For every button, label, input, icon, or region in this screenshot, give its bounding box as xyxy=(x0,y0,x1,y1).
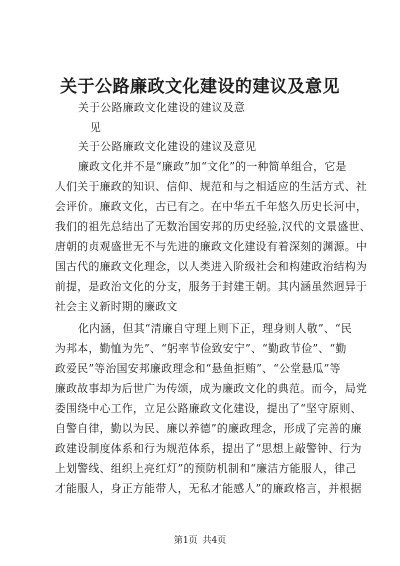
page-footer xyxy=(0,533,400,546)
subtitle-line-2: 见 xyxy=(90,121,102,134)
body-line: 人们关于廉政的知识、信仰、规范和与之相适应的生活方式、社 xyxy=(55,180,368,193)
document-title: 关于公路廉政文化建设的建议及意见 xyxy=(60,77,340,97)
body-line: 政建设制度体系和行为规范体系，提出了“思想上敲警钟、行为 xyxy=(55,442,362,455)
body-line: 为邦本，勤恤为先”、“躬率节俭致安宁”、“勤政节俭”、“勤 xyxy=(55,342,347,355)
subtitle-line-1: 关于公路廉政文化建设的建议及意 xyxy=(78,101,246,114)
body-line: 廉政文化并不是“廉政”加“文化”的一种简单组合，它是 xyxy=(78,160,347,173)
body-line: 上划警线、组织上亮红灯”的预防机制和“廉洁方能服人，律己 xyxy=(55,462,357,475)
page-total: 共4页 xyxy=(202,536,227,546)
body-line: 我们的祖先总结出了无数治国安邦的历史经验,汉代的文景盛世、 xyxy=(55,220,371,233)
body-line: 才能服人，身正方能带人，无私才能感人”的廉政格言，并根据 xyxy=(55,482,362,495)
body-line: 政爱民”等治国安邦廉政理念和“悬鱼拒贿”、“公堂悬瓜”等 xyxy=(55,362,341,375)
body-line: 化内涵，但其“清廉自守理上则下正，理身则人敬”、“民 xyxy=(78,322,352,335)
heading-line: 关于公路廉政文化建设的建议及意见 xyxy=(78,140,257,153)
page-number: 第1页 xyxy=(173,536,198,546)
body-line: 社会主义新时期的廉政文 xyxy=(55,300,178,313)
body-line: 前提，是政治文化的分支，服务于封建王朝。其内涵虽然迥异于 xyxy=(55,280,368,293)
body-line: 唐朝的贞观盛世无不与先进的廉政文化建设有着深刻的渊源。中 xyxy=(55,240,368,253)
body-line: 委围绕中心工作，立足公路廉政文化建设，提出了“坚守原则、 xyxy=(55,402,362,415)
body-line: 自警自律，勤以为民、廉以养德”的廉政理念，形成了完善的廉 xyxy=(55,422,362,435)
body-line: 会评价。廉政文化，古已有之。在中华五千年悠久历史长河中， xyxy=(55,200,368,213)
body-line: 国古代的廉政文化理念，以人类进入阶级社会和构建政治结构为 xyxy=(55,260,368,273)
body-line: 廉政故事却为后世广为传颂，成为廉政文化的典范。而今，局党 xyxy=(55,382,368,395)
